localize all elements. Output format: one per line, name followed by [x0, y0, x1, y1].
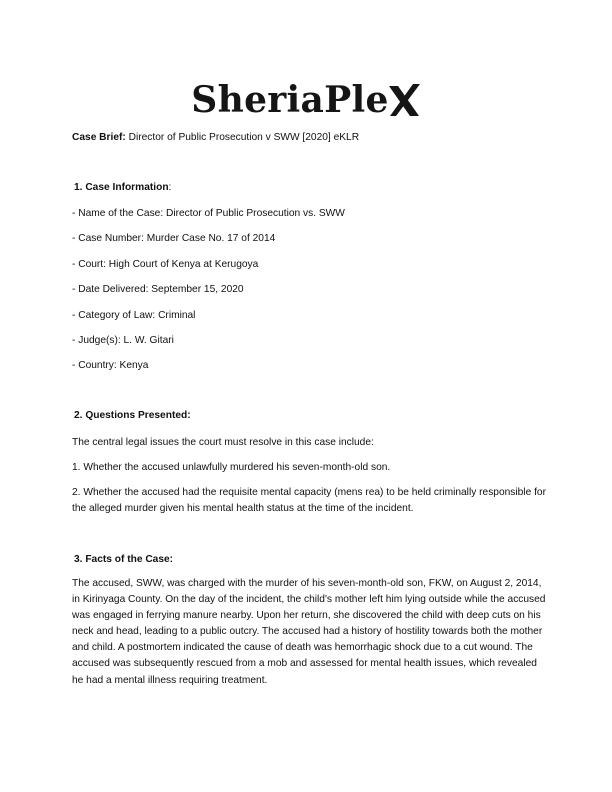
logo-text: SheriaPle — [191, 79, 389, 121]
case-info-item: - Category of Law: Criminal — [72, 310, 196, 321]
section1-heading: 1. Case Information: — [74, 182, 172, 193]
question-item: 1. Whether the accused unlawfully murdered his seven-month-old son. — [72, 462, 391, 473]
case-info-item: - Case Number: Murder Case No. 17 of 2014 — [72, 233, 276, 244]
case-brief-label: Case Brief: — [72, 132, 126, 143]
case-brief-line — [72, 131, 359, 145]
facts-paragraph: The accused, SWW, was charged with the murder of his seven-month-old son, FKW, on August 2, 2014, in Kirinyaga County. On the day of the incident, the child's mother left him lying outside while the accused was engaged in ferrying manure nearby. Upon her return, she discovered the child with deep cuts on his neck and head, leading to a public outcry. The accused had a history of hostility towards both the mother and child. A postmortem indicated the cause of death was hemorrhagic shock due to a cut wound. The accused was subsequently rescued from a mob and assessed for mental health issues, which revealed he had a mental illness requiring treatment. — [72, 578, 546, 686]
questions-intro: The central legal issues the court must resolve in this case include: — [72, 437, 374, 448]
case-info-item: - Court: High Court of Kenya at Kerugoya — [72, 259, 259, 270]
case-info-item: - Name of the Case: Director of Public Prosecution vs. SWW — [72, 208, 345, 219]
case-info-item: - Country: Kenya — [72, 360, 149, 371]
case-info-item: - Date Delivered: September 15, 2020 — [72, 284, 244, 295]
section2-heading: 2. Questions Presented: — [74, 410, 191, 421]
sheriaplex-logo — [0, 78, 612, 122]
case-info-item: - Judge(s): L. W. Gitari — [72, 335, 174, 346]
case-brief-title: Director of Public Prosecution v SWW [2020] eKLR — [125, 132, 360, 143]
question-item: 2. Whether the accused had the requisite mental capacity (mens rea) to be held criminally responsible for the alleged murder given his mental health status at the time of the incident. — [72, 487, 546, 515]
section3-heading: 3. Facts of the Case: — [74, 554, 174, 565]
logo-x-icon — [387, 82, 421, 118]
